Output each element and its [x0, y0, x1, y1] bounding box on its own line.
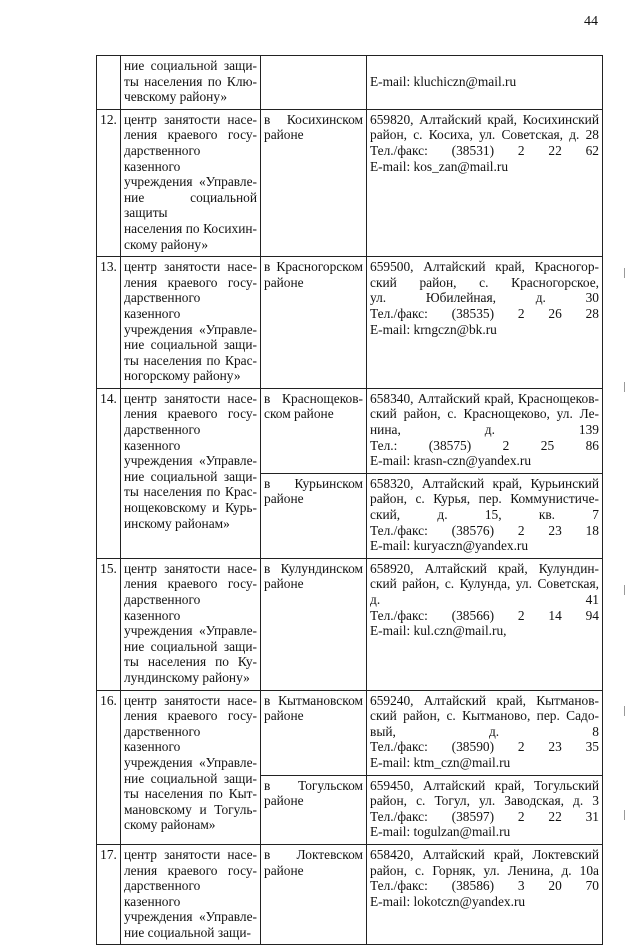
district-name [261, 844, 367, 945]
cell-text-line: в Локтевском [264, 846, 363, 862]
cell-text-line: населения по Косихин- [124, 220, 257, 236]
cell-text-line: дарственного казенного [124, 290, 201, 321]
cell-text-line: 658420, Алтайский край, Локтевский [370, 846, 599, 862]
organization-name [121, 690, 261, 844]
cell-text-line: E-mail: kul.czn@mail.ru, [370, 623, 507, 639]
cell-text-line: в Косихинском [264, 111, 363, 127]
cell-text-line: дарственного казенного [124, 878, 201, 909]
cell-text-line: E-mail: togulzan@mail.ru [370, 824, 511, 840]
table-row [97, 109, 603, 256]
cell-text-line: районе [264, 274, 304, 290]
cell-text-line: в Тогульском [264, 777, 363, 793]
cell-text-line: центр занятости насе- [124, 692, 257, 708]
cell-text-line: район, с. Косиха, ул. Советская, д. 28 [370, 127, 599, 143]
cell-text-line: 658920, Алтайский край, Кулундин- [370, 560, 599, 576]
cell-text-line: E-mail: kuryaczn@yandex.ru [370, 538, 529, 554]
cell-text-line: Тел./факс: (38576) 2 23 18 [370, 522, 599, 538]
cell-text-line: учреждения «Управле- [124, 321, 257, 337]
cell-text-line: учреждения «Управле- [124, 453, 257, 469]
cell-text-line: инскому районам» [124, 515, 230, 531]
cell-text-line: район, с. Курья, пер. Коммунистиче- [370, 491, 599, 507]
organization-name [121, 558, 261, 690]
contact-address [367, 775, 603, 844]
district-name [261, 109, 367, 256]
cell-text-line: ский район, с. Кытманово, пер. Садо- [370, 708, 599, 724]
margin-mark [624, 706, 625, 716]
cell-text-line: Тел./факс: (38535) 2 26 28 [370, 305, 599, 321]
cell-text-line: ты населения по Ку- [124, 654, 257, 670]
table-row [97, 388, 603, 473]
cell-text-line: учреждения «Управле- [124, 754, 257, 770]
cell-text-line: 658320, Алтайский край, Курьинский [370, 475, 599, 491]
cell-text-line: ском районе [264, 406, 334, 422]
margin-mark [624, 810, 625, 820]
cell-text-line: учреждения «Управле- [124, 174, 257, 190]
cell-text-line: центр занятости насе- [124, 259, 257, 275]
table-row [97, 257, 603, 389]
cell-text-line: скому району» [124, 236, 209, 252]
cell-text-line: E-mail: kos_zan@mail.ru [370, 158, 509, 174]
cell-text-line: E-mail: krasn-czn@yandex.ru [370, 453, 532, 469]
cell-text-line: мановскому и Тогуль- [124, 801, 257, 817]
cell-text-line: ногорскому району» [124, 368, 241, 384]
cell-text-line: в Краснощеков- [264, 390, 363, 406]
district-name [261, 388, 367, 473]
cell-text-line: районе [264, 793, 304, 809]
margin-mark [624, 382, 625, 392]
cell-text-line: вый, д. 8 [370, 723, 599, 739]
contact-address [367, 388, 603, 473]
cell-text-line: лундинскому району» [124, 669, 250, 685]
cell-text-line: ский район, с. Красногорское, [370, 274, 599, 290]
contact-address [367, 844, 603, 945]
cell-text-line: дарственного казенного [124, 142, 201, 174]
district-name [261, 775, 367, 844]
cell-text-line: ние социальной защи- [124, 770, 257, 786]
cell-text-line: ский район, с. Краснощеково, ул. Ле- [370, 406, 599, 422]
contact-address [367, 56, 603, 110]
cell-text-line: скому районам» [124, 817, 216, 833]
cell-text-line: район, с. Горняк, ул. Ленина, д. 10а [370, 862, 599, 878]
margin-mark [624, 268, 625, 278]
district-name [261, 56, 367, 110]
cell-text-line: ние социальной защиты [124, 189, 257, 221]
cell-text-line: центр занятости насе- [124, 846, 257, 862]
cell-text-line [370, 58, 599, 74]
cell-text-line: районе [264, 491, 304, 507]
cell-text-line: ский район, с. Кулунда, ул. Советская, [370, 576, 599, 592]
cell-text-line: ления краевого госу- [124, 862, 257, 878]
cell-text-line: Тел./факс: (38566) 2 14 94 [370, 607, 599, 623]
cell-text-line: ления краевого госу- [124, 127, 257, 143]
cell-text-line: районе [264, 862, 304, 878]
cell-text-line: ский, д. 15, кв. 7 [370, 507, 599, 523]
cell-text-line: дарственного казенного [124, 422, 201, 453]
row-number: 16. [97, 690, 121, 844]
organization-name [121, 56, 261, 110]
cell-text-line: в Кытмановском [264, 692, 363, 708]
table-row [97, 844, 603, 945]
organization-name [121, 388, 261, 558]
cell-text-line: Тел./факс: (38586) 3 20 70 [370, 878, 599, 894]
row-number: 12. [97, 109, 121, 256]
district-name [261, 690, 367, 775]
cell-text-line: районе [264, 576, 304, 592]
cell-text-line: E-mail: krngczn@bk.ru [370, 321, 497, 337]
cell-text-line: нощековскому и Курь- [124, 500, 257, 516]
contact-address [367, 109, 603, 256]
contact-address [367, 257, 603, 389]
offices-table [96, 55, 603, 945]
cell-text-line: ул. Юбилейная, д. 30 [370, 290, 599, 306]
cell-text-line: в Красногорском [264, 259, 363, 275]
district-name [261, 558, 367, 690]
cell-text-line: в Кулундинском [264, 560, 363, 576]
cell-text-line: дарственного казенного [124, 592, 201, 623]
margin-mark [624, 585, 625, 595]
cell-text-line: ние социальной защи- [124, 638, 257, 654]
district-name [261, 473, 367, 558]
row-number: 15. [97, 558, 121, 690]
cell-text-line: ты населения по Клю- [124, 73, 257, 89]
organization-name [121, 257, 261, 389]
cell-text-line: Тел.: (38575) 2 25 86 [370, 437, 599, 453]
table-row [97, 690, 603, 775]
page-number: 44 [584, 14, 598, 29]
cell-text-line: E-mail: kluchiczn@mail.ru [370, 73, 517, 89]
row-number [97, 56, 121, 110]
cell-text-line: E-mail: ktm_czn@mail.ru [370, 754, 511, 770]
contact-address [367, 558, 603, 690]
district-name [261, 257, 367, 389]
cell-text-line: E-mail: lokotczn@yandex.ru [370, 893, 526, 909]
table-row [97, 558, 603, 690]
cell-text-line: 659500, Алтайский край, Красногор- [370, 259, 599, 275]
cell-text-line: дарственного казенного [124, 723, 201, 755]
cell-text-line: Тел./факс: (38531) 2 22 62 [370, 142, 599, 158]
row-number: 13. [97, 257, 121, 389]
cell-text-line: 659450, Алтайский край, Тогульский [370, 777, 599, 793]
row-number: 17. [97, 844, 121, 945]
cell-text-line: ления краевого госу- [124, 708, 257, 724]
cell-text-line: 658340, Алтайский край, Краснощеков- [370, 390, 599, 406]
cell-text-line: ления краевого госу- [124, 274, 257, 290]
contact-address [367, 473, 603, 558]
table-row [97, 56, 603, 110]
cell-text-line: ления краевого госу- [124, 406, 257, 422]
cell-text-line: ты населения по Крас- [124, 352, 257, 368]
cell-text-line: ние социальной защи- [124, 468, 257, 484]
cell-text-line: центр занятости насе- [124, 390, 257, 406]
cell-text-line: районе [264, 127, 304, 143]
cell-text-line: ления краевого госу- [124, 576, 257, 592]
cell-text-line: ты населения по Кыт- [124, 786, 257, 802]
cell-text-line: учреждения «Управле- [124, 623, 257, 639]
contact-address [367, 690, 603, 775]
cell-text-line: учреждения «Управле- [124, 909, 257, 925]
cell-text-line: нина, д. 139 [370, 422, 599, 438]
cell-text-line: район, с. Тогул, ул. Заводская, д. 3 [370, 793, 599, 809]
cell-text-line: ние социальной защи- [124, 924, 251, 940]
cell-text-line: д. 41 [370, 592, 599, 607]
cell-text-line: центр занятости насе- [124, 560, 257, 576]
cell-text-line: 659820, Алтайский край, Косихинский [370, 111, 599, 127]
cell-text-line: чевскому району» [124, 89, 228, 105]
cell-text-line: районе [264, 708, 304, 724]
cell-text-line: в Курьинском [264, 475, 363, 491]
cell-text-line: ние социальной защи- [124, 337, 257, 353]
row-number: 14. [97, 388, 121, 558]
cell-text-line: 659240, Алтайский край, Кытманов- [370, 692, 599, 708]
cell-text-line: Тел./факс: (38590) 2 23 35 [370, 739, 599, 755]
organization-name [121, 109, 261, 256]
organization-name [121, 844, 261, 945]
cell-text-line: ты населения по Крас- [124, 484, 257, 500]
cell-text-line: ние социальной защи- [124, 58, 257, 73]
cell-text-line: центр занятости насе- [124, 111, 257, 127]
cell-text-line: Тел./факс: (38597) 2 22 31 [370, 808, 599, 824]
